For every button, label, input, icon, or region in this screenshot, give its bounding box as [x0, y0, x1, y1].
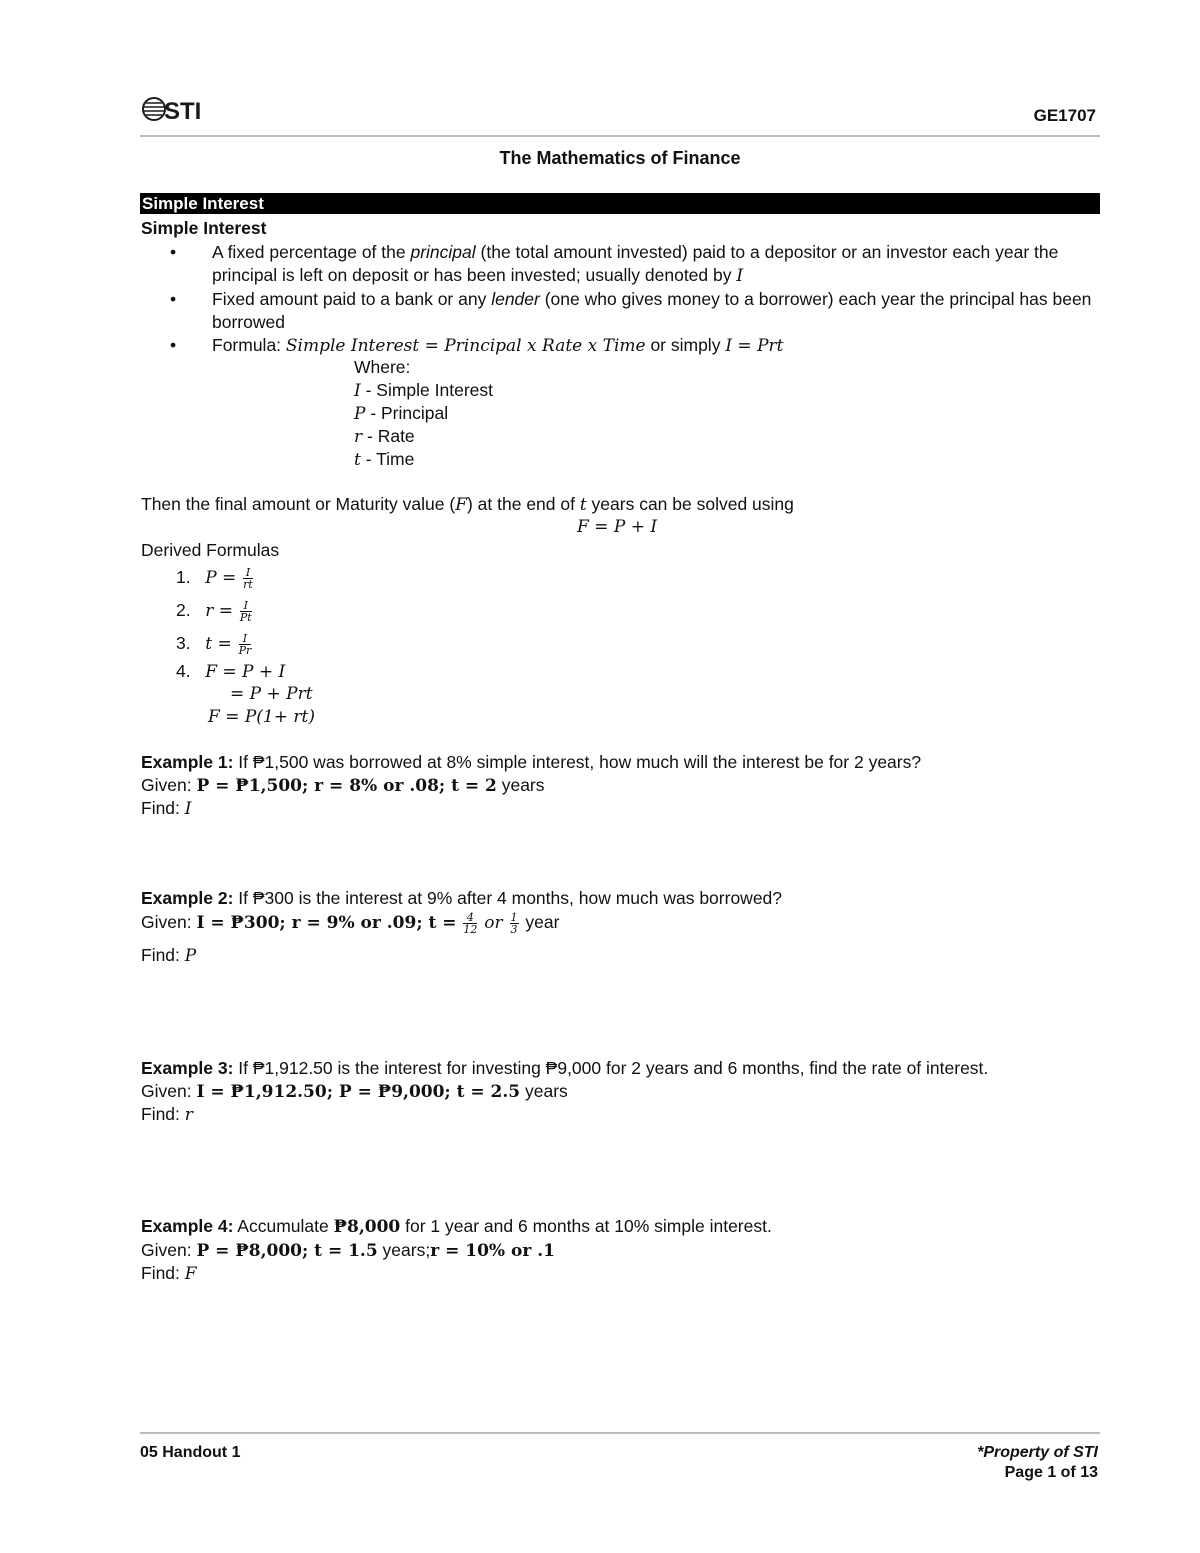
example-4-question: Example 4: Accumulate ₱8,000 for 1 year and 6 months at 10% simple interest. — [141, 1216, 772, 1237]
derived-label: Derived Formulas — [141, 540, 280, 560]
example-3-question: Example 3: If ₱1,912.50 is the interest for investing ₱9,000 for 2 years and 6 months, find the rate of interest. — [141, 1058, 989, 1078]
derived-formula-1: 1. P = $\frac{I}{rt}$ — [176, 566, 253, 591]
sti-logo — [142, 94, 204, 124]
example-3-given: Given: I = ₱1,912.50; P = ₱9,000; t = 2.5 years — [141, 1081, 568, 1102]
bullet-icon: • — [170, 335, 177, 355]
section-bar: Simple Interest — [140, 193, 1100, 214]
example-3-find: Find: r — [141, 1104, 193, 1125]
example-1-find: Find: I — [141, 798, 192, 819]
course-code: GE1707 — [1033, 106, 1096, 125]
derived-formula-4-result: F = P(1+ rt) — [208, 707, 315, 727]
where-item: P - Principal — [354, 403, 449, 424]
where-item: I - Simple Interest — [354, 380, 493, 401]
example-1-given: Given: P = ₱1,500; r = 8% or .08; t = 2 years — [141, 775, 545, 796]
example-1-question: Example 1: If ₱1,500 was borrowed at 8% simple interest, how much will the interest be for 2 years? — [141, 752, 922, 772]
example-2-given: Given: I = ₱300; r = 9% or .09; t = $\frac{4}{12}$ or $\frac{1}{3}$ year — [141, 911, 560, 936]
derived-formula-4-step: = P + Prt — [230, 684, 313, 704]
header-rule — [140, 135, 1100, 137]
bullet-text: Fixed amount paid to a bank or any lender (one who gives money to a borrower) each year the principal has been borrowed — [212, 289, 1092, 332]
footer-property: *Property of STI — [977, 1444, 1098, 1461]
footer-page-number: Page 1 of 13 — [1004, 1464, 1098, 1481]
bullet-text: A fixed percentage of the principal (the total amount invested) paid to a depositor or an investor each year the principal is left on deposit or has been invested; usually denoted by I — [212, 242, 1059, 286]
subheading: Simple Interest — [141, 218, 267, 238]
bullet-icon: • — [170, 289, 177, 309]
bullet-text: Formula: Simple Interest = Principal x Rate x Time or simply I = Prt — [212, 335, 784, 356]
derived-formula-4: 4. F = P + I — [176, 661, 286, 682]
example-4-find: Find: F — [141, 1263, 197, 1284]
where-label: Where: — [354, 357, 411, 377]
derived-formula-3: 3. t = $\frac{I}{Pr}$ — [176, 632, 252, 657]
footer-handout-label: 05 Handout 1 — [140, 1444, 241, 1461]
example-2-question: Example 2: If ₱300 is the interest at 9% after 4 months, how much was borrowed? — [141, 888, 783, 908]
maturity-formula: F = P + I — [577, 517, 658, 537]
page-title: The Mathematics of Finance — [499, 148, 741, 168]
example-4-given: Given: P = ₱8,000; t = 1.5 years;r = 10% or .1 — [141, 1240, 555, 1261]
bullet-icon: • — [170, 242, 177, 262]
svg-text:STI: STI — [164, 98, 202, 124]
example-2-find: Find: P — [141, 945, 197, 966]
where-item: r - Rate — [354, 426, 415, 447]
maturity-text: Then the final amount or Maturity value (F) at the end of t years can be solved using — [141, 494, 794, 515]
footer-rule — [140, 1432, 1100, 1434]
where-item: t - Time — [354, 449, 415, 470]
derived-formula-2: 2. r = $\frac{I}{Pt}$ — [176, 599, 252, 624]
